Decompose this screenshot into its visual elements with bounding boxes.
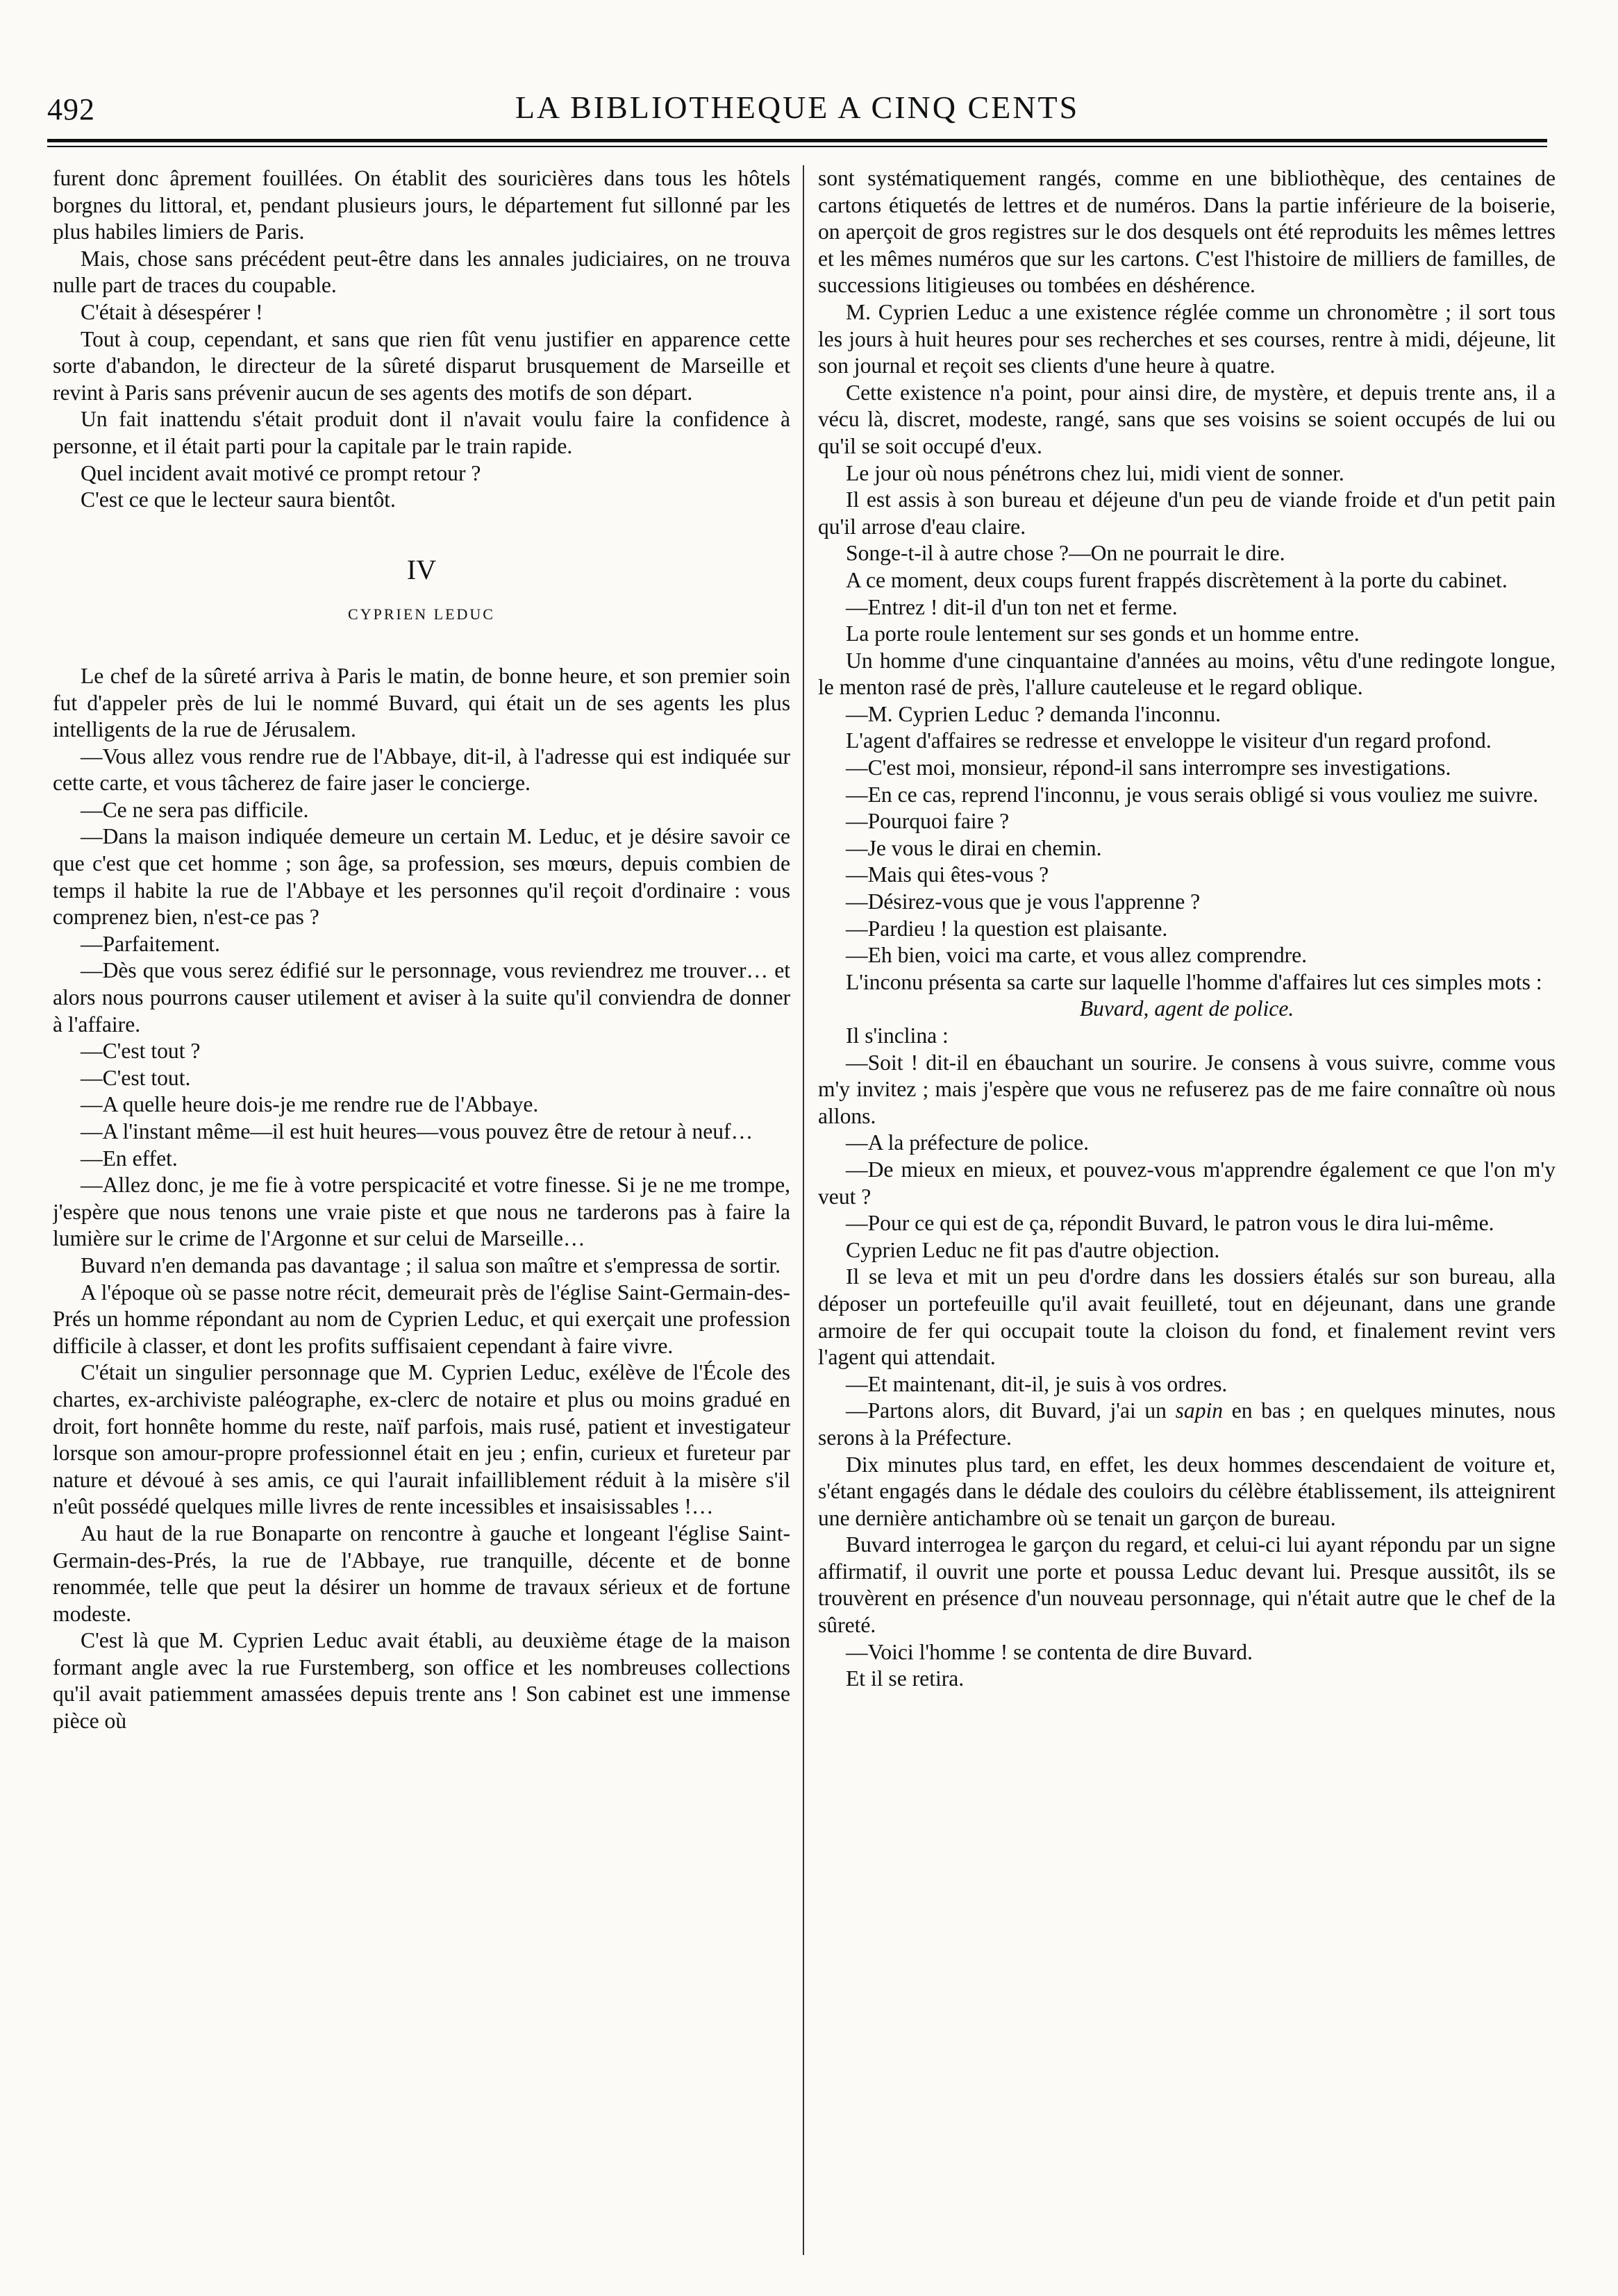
paragraph: Il se leva et mit un peu d'ordre dans les dossiers étalés sur son bureau, alla déposer un portefeuille qu'il avait feuilleté, tout en déjeunant, dans une grande armoire de fer qui occupait toute la cloison du fond, et finalement revint vers l'agent qui attendait.: [818, 1264, 1556, 1370]
italic-word: sapin: [1175, 1398, 1224, 1423]
paragraph: —M. Cyprien Leduc ? demanda l'inconnu.: [846, 701, 1221, 726]
paragraph: La porte roule lentement sur ses gonds et un homme entre.: [846, 621, 1360, 646]
right-column: [818, 165, 1556, 2276]
paragraph: C'est là que M. Cyprien Leduc avait établi, au deuxième étage de la maison formant angle avec la rue Furstemberg, son office et les nombreuses collections qu'il avait patiemment amassées depuis trente ans ! Son cabinet est une immense pièce où: [53, 1628, 790, 1734]
left-column: [53, 165, 790, 2276]
paragraph: L'inconu présenta sa carte sur laquelle l'homme d'affaires lut ces simples mots :: [846, 969, 1542, 994]
paragraph: —A quelle heure dois-je me rendre rue de l'Abbaye.: [81, 1092, 539, 1117]
paragraph: —Désirez-vous que je vous l'apprenne ?: [846, 889, 1201, 914]
paragraph: —En ce cas, reprend l'inconnu, je vous serais obligé si vous vouliez me suivre.: [846, 782, 1539, 807]
paragraph: furent donc âprement fouillées. On établit des souricières dans tous les hôtels borgnes du littoral, et, pendant plusieurs jours, le département fut sillonné par les plus habiles limiers de Paris.: [53, 166, 790, 244]
paragraph: —Dès que vous serez édifié sur le personnage, vous reviendrez me trouver… et alors nous pourrons causer utilement et aviser à la suite qu'il conviendra de donner à l'affaire.: [53, 958, 790, 1037]
paragraph: Cyprien Leduc ne fit pas d'autre objection.: [846, 1237, 1220, 1262]
paragraph: Le chef de la sûreté arriva à Paris le matin, de bonne heure, et son premier soin fut d'appeler près de lui le nommé Buvard, qui était un de ses agents les plus intelligents de la rue de Jérusalem.: [53, 663, 790, 742]
paragraph: Il est assis à son bureau et déjeune d'un peu de viande froide et d'un petit pain qu'il arrose d'eau claire.: [818, 487, 1556, 539]
paragraph: —Pardieu ! la question est plaisante.: [846, 916, 1168, 941]
paragraph: Le jour où nous pénétrons chez lui, midi vient de sonner.: [846, 460, 1344, 485]
paragraph: Buvard interrogea le garçon du regard, et celui-ci lui ayant répondu par un signe affirmatif, il ouvrit une porte et poussa Leduc devant lui. Presque aussitôt, ils se trouvèrent en présence d'un nouveau personnage, qui n'était autre que le chef de la sûreté.: [818, 1532, 1556, 1638]
paragraph: —Voici l'homme ! se contenta de dire Buvard.: [846, 1639, 1253, 1664]
paragraph: —Vous allez vous rendre rue de l'Abbaye, dit-il, à l'adresse qui est indiquée sur cette carte, et vous tâcherez de faire jaser le concierge.: [53, 744, 790, 796]
paragraph: Quel incident avait motivé ce prompt retour ?: [81, 460, 481, 485]
paragraph: A ce moment, deux coups furent frappés discrètement à la porte du cabinet.: [846, 567, 1508, 592]
paragraph: C'était un singulier personnage que M. Cyprien Leduc, exélève de l'École des chartes, ex-archiviste paléographe, ex-clerc de notaire et plus ou moins gradué en droit, fort honnête homme du reste, naïf parfois, mais rusé, patient et investigateur lorsque son amour-propre professionnel était en jeu ; enfin, curieux et fureteur par nature et dévoué à ses amis, ce qui l'aurait infailliblement réduit à la misère s'il n'eût possédé quelques mille livres de rente incessibles et insaisissables !…: [53, 1360, 790, 1519]
paragraph: L'agent d'affaires se redresse et enveloppe le visiteur d'un regard profond.: [846, 728, 1492, 753]
header-rule-thin: [47, 146, 1547, 147]
paragraph: —Ce ne sera pas difficile.: [81, 797, 309, 822]
header-rule: [47, 139, 1547, 142]
paragraph: C'est ce que le lecteur saura bientôt.: [81, 487, 396, 512]
paragraph: —Je vous le dirai en chemin.: [846, 835, 1102, 860]
chapter-title: CYPRIEN LEDUC: [348, 605, 495, 623]
paragraph: A l'époque où se passe notre récit, demeurait près de l'église Saint-Germain-des-Prés un homme répondant au nom de Cyprien Leduc, et qui exerçait une profession difficile à classer, et dont les profits suffisaient cependant à faire vivre.: [53, 1280, 790, 1358]
page-number: 492: [47, 92, 95, 126]
paragraph: Il s'inclina :: [846, 1023, 949, 1048]
paragraph: —Soit ! dit-il en ébauchant un sourire. Je consens à vous suivre, comme vous m'y invitez ; mais j'espère que vous ne refuserez pas de me faire connaître où nous allons.: [818, 1050, 1556, 1128]
column-divider: [803, 165, 804, 2255]
paragraph: [818, 1398, 1556, 1451]
text-run: —Partons alors, dit Buvard, j'ai un: [846, 1398, 1176, 1423]
paragraph: M. Cyprien Leduc a une existence réglée comme un chronomètre ; il sort tous les jours à huit heures pour ses recherches et ses courses, rentre à midi, déjeune, lit son journal et reçoit ses clients d'une heure à quatre.: [818, 299, 1556, 378]
paragraph: Et il se retira.: [846, 1666, 965, 1691]
paragraph: sont systématiquement rangés, comme en une bibliothèque, des centaines de cartons étiquetés de lettres et de numéros. Dans la partie inférieure de la boiserie, on aperçoit de gros registres sur le dos desquels ont été reproduits les mêmes lettres et les mêmes numéros que sur les cartons. C'est l'histoire de milliers de familles, de successions litigieuses ou tombées en déshérence.: [818, 166, 1556, 298]
paragraph: C'était à désespérer !: [81, 299, 263, 324]
paragraph: Tout à coup, cependant, et sans que rien fût venu justifier en apparence cette sorte d'abandon, le directeur de la sûreté disparut brusquement de Marseille et revint à Paris sans prévenir aucun de ses agents des motifs de son départ.: [53, 326, 790, 405]
text-run: en bas ; en quelques minutes, nous serons à la Préfecture.: [818, 1398, 1556, 1450]
running-title: LA BIBLIOTHEQUE A CINQ CENTS: [515, 90, 1080, 125]
paragraph: —Dans la maison indiquée demeure un certain M. Leduc, et je désire savoir ce que c'est que cet homme ; son âge, sa profession, ses mœurs, depuis combien de temps il habite la rue de l'Abbaye et les personnes qu'il reçoit d'ordinaire : vous comprenez bien, n'est-ce pas ?: [53, 824, 790, 930]
paragraph: —En effet.: [81, 1146, 178, 1171]
paragraph: —C'est tout.: [81, 1065, 191, 1090]
paragraph: Dix minutes plus tard, en effet, les deux hommes descendaient de voiture et, s'étant engagés dans le dédale des couloirs du célèbre établissement, ils atteignirent une dernière antichambre où se tenait un garçon de bureau.: [818, 1452, 1556, 1530]
business-card-text: Buvard, agent de police.: [1079, 996, 1294, 1021]
paragraph: —Parfaitement.: [81, 931, 220, 956]
paragraph: Songe-t-il à autre chose ?—On ne pourrait le dire.: [846, 541, 1285, 566]
paragraph: Au haut de la rue Bonaparte on rencontre à gauche et longeant l'église Saint-Germain-des-Prés, la rue de l'Abbaye, rue tranquille, décente et de bonne renommée, telle que peut la désirer un homme de travaux sérieux et de fortune modeste.: [53, 1520, 790, 1626]
page-header: [47, 83, 1547, 132]
paragraph: Un fait inattendu s'était produit dont il n'avait voulu faire la confidence à personne, et il était parti pour la capitale par le train rapide.: [53, 407, 790, 458]
paragraph: Buvard n'en demanda pas davantage ; il salua son maître et s'empressa de sortir.: [81, 1252, 781, 1277]
paragraph: —A la préfecture de police.: [846, 1130, 1089, 1155]
paragraph: —Pour ce qui est de ça, répondit Buvard, le patron vous le dira lui-même.: [846, 1211, 1494, 1236]
paragraph: —Entrez ! dit-il d'un ton net et ferme.: [846, 594, 1178, 619]
paragraph: —A l'instant même—il est huit heures—vous pouvez être de retour à neuf…: [81, 1119, 753, 1143]
paragraph: —De mieux en mieux, et pouvez-vous m'apprendre également ce que l'on m'y veut ?: [818, 1157, 1556, 1209]
paragraph: —C'est moi, monsieur, répond-il sans interrompre ses investigations.: [846, 755, 1451, 780]
paragraph: Cette existence n'a point, pour ainsi dire, de mystère, et depuis trente ans, il a vécu là, discret, modeste, rangé, sans que ses voisins se soient occupés de lui ou qu'il se soit occupé d'eux.: [818, 380, 1556, 458]
chapter-number: IV: [406, 553, 437, 585]
paragraph: —C'est tout ?: [81, 1039, 201, 1064]
paragraph: —Pourquoi faire ?: [846, 809, 1010, 834]
paragraph: Mais, chose sans précédent peut-être dans les annales judiciaires, on ne trouva nulle part de traces du coupable.: [53, 246, 790, 298]
paragraph: Un homme d'une cinquantaine d'années au moins, vêtu d'une redingote longue, le menton rasé de près, l'allure cauteleuse et le regard oblique.: [818, 648, 1556, 700]
paragraph: —Mais qui êtes-vous ?: [846, 862, 1049, 887]
paragraph: —Allez donc, je me fie à votre perspicacité et votre finesse. Si je ne me trompe, j'espère que nous tenons une vraie piste et que nous ne tarderons pas à faire la lumière sur le crime de l'Argonne et sur celui de Marseille…: [53, 1173, 790, 1251]
paragraph: —Eh bien, voici ma carte, et vous allez comprendre.: [846, 943, 1308, 968]
paragraph: —Et maintenant, dit-il, je suis à vos ordres.: [846, 1371, 1228, 1396]
